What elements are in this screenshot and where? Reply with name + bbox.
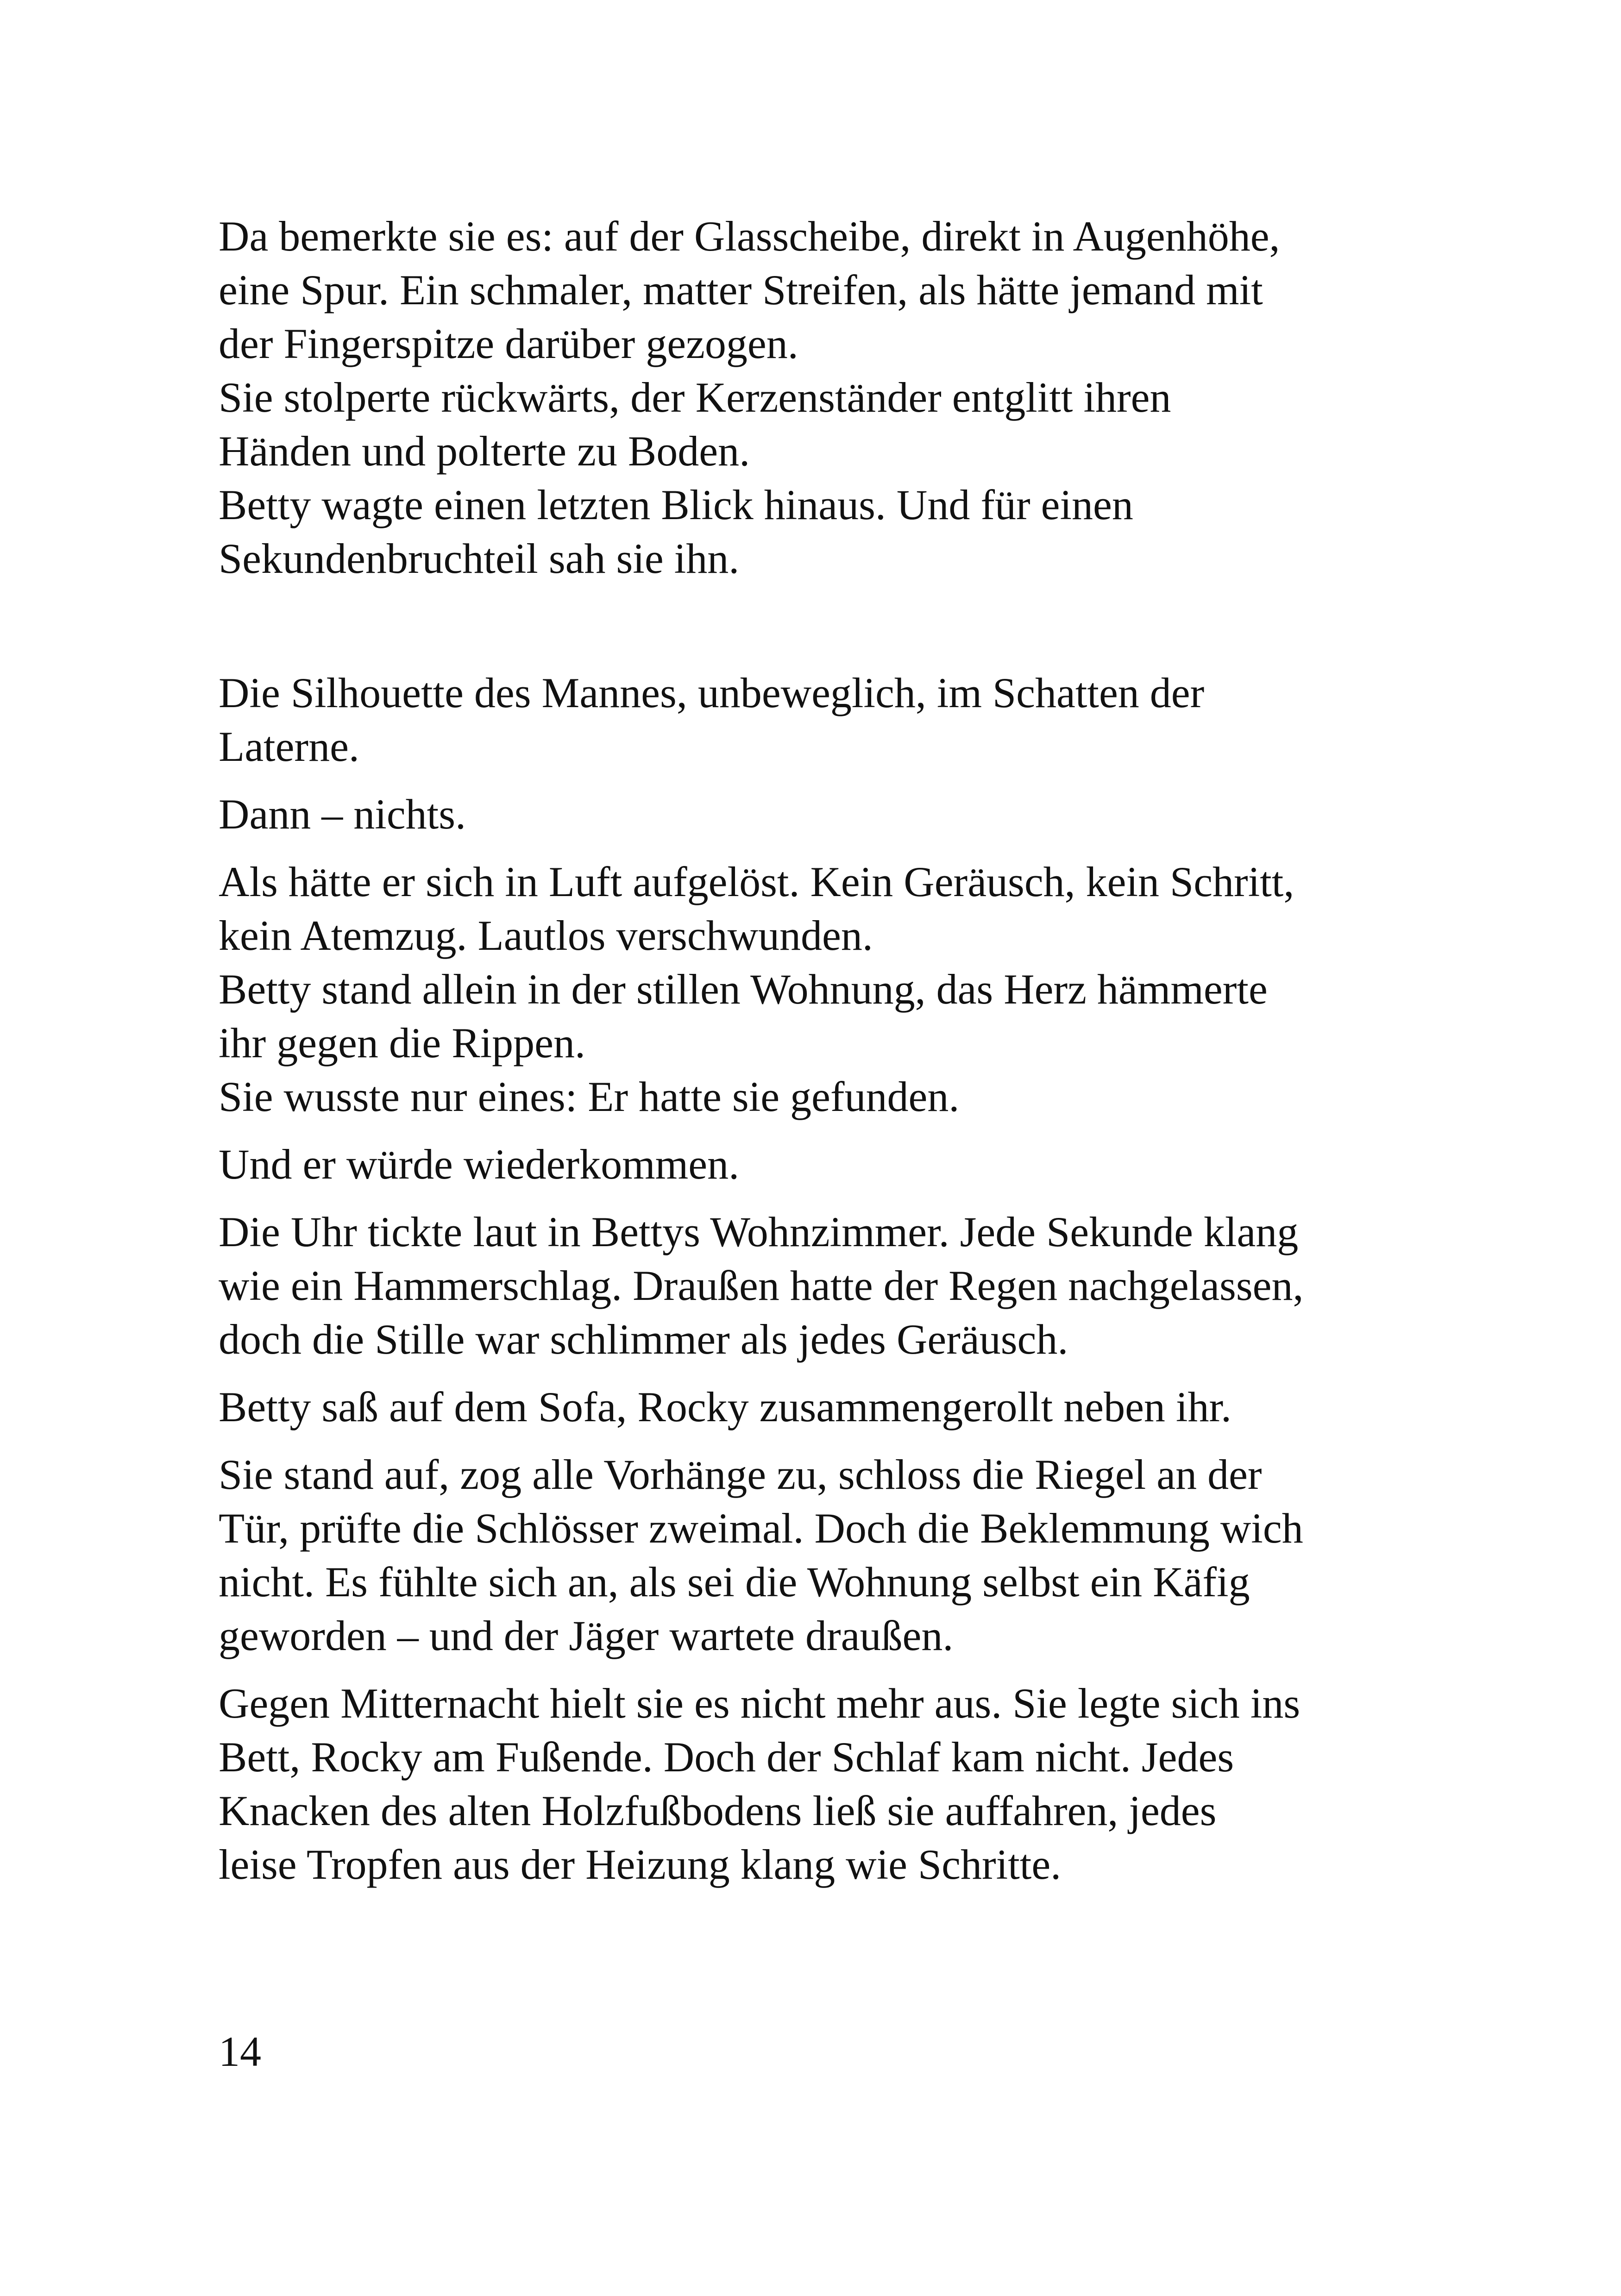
text-line: Knacken des alten Holzfußbodens ließ sie auffahren, jedes (219, 1787, 1217, 1834)
paragraph (219, 209, 1432, 585)
text-line: Betty stand allein in der stillen Wohnung, das Herz hämmerte (219, 966, 1268, 1013)
text-line: Sie wusste nur eines: Er hatte sie gefunden. (219, 1073, 960, 1120)
section-break (219, 585, 1432, 666)
paragraph-spacing (219, 1662, 1432, 1676)
paragraph-spacing (219, 1366, 1432, 1380)
text-line: Betty wagte einen letzten Blick hinaus. Und für einen (219, 481, 1133, 528)
text-line: Und er würde wiederkommen. (219, 1141, 740, 1188)
text-line: der Fingerspitze darüber gezogen. (219, 320, 798, 367)
body-text (219, 209, 1432, 1891)
paragraph-spacing (219, 773, 1432, 787)
text-line: nicht. Es fühlte sich an, als sei die Wohnung selbst ein Käfig (219, 1558, 1250, 1606)
paragraph-spacing (219, 1434, 1432, 1448)
text-line: Bett, Rocky am Fußende. Doch der Schlaf kam nicht. Jedes (219, 1733, 1234, 1781)
text-line: wie ein Hammerschlag. Draußen hatte der Regen nachgelassen, (219, 1262, 1304, 1309)
text-line: Dann – nichts. (219, 790, 466, 838)
text-line: kein Atemzug. Lautlos verschwunden. (219, 912, 873, 959)
text-line: doch die Stille war schlimmer als jedes Geräusch. (219, 1316, 1068, 1363)
text-line: Sie stand auf, zog alle Vorhänge zu, schloss die Riegel an der (219, 1451, 1262, 1498)
text-line: Händen und polterte zu Boden. (219, 427, 750, 475)
text-line: geworden – und der Jäger wartete draußen. (219, 1612, 954, 1659)
text-line: Gegen Mitternacht hielt sie es nicht mehr aus. Sie legte sich ins (219, 1680, 1301, 1727)
text-line: Sekundenbruchteil sah sie ihn. (219, 535, 740, 582)
paragraph (219, 1137, 1432, 1191)
text-line: Da bemerkte sie es: auf der Glasscheibe, direkt in Augenhöhe, (219, 213, 1280, 260)
paragraph (219, 1676, 1432, 1891)
paragraph (219, 855, 1432, 1123)
paragraph-spacing (219, 1191, 1432, 1205)
paragraph (219, 1205, 1432, 1366)
paragraph (219, 666, 1432, 773)
page-number: 14 (219, 2028, 261, 2075)
text-line: leise Tropfen aus der Heizung klang wie Schritte. (219, 1841, 1062, 1888)
paragraph-spacing (219, 841, 1432, 855)
text-line: Betty saß auf dem Sofa, Rocky zusammengerollt neben ihr. (219, 1383, 1232, 1430)
paragraph (219, 1380, 1432, 1434)
text-line: Tür, prüfte die Schlösser zweimal. Doch die Beklemmung wich (219, 1505, 1303, 1552)
text-line: Sie stolperte rückwärts, der Kerzenständer entglitt ihren (219, 374, 1171, 421)
text-line: eine Spur. Ein schmaler, matter Streifen, als hätte jemand mit (219, 266, 1263, 314)
paragraph (219, 787, 1432, 841)
text-line: Die Uhr tickte laut in Bettys Wohnzimmer. Jede Sekunde klang (219, 1208, 1299, 1255)
text-line: Als hätte er sich in Luft aufgelöst. Kein Geräusch, kein Schritt, (219, 858, 1294, 905)
paragraph-spacing (219, 1123, 1432, 1137)
text-line: ihr gegen die Rippen. (219, 1019, 586, 1066)
text-line: Laterne. (219, 723, 359, 770)
text-line: Die Silhouette des Mannes, unbeweglich, im Schatten der (219, 669, 1205, 716)
paragraph (219, 1448, 1432, 1662)
